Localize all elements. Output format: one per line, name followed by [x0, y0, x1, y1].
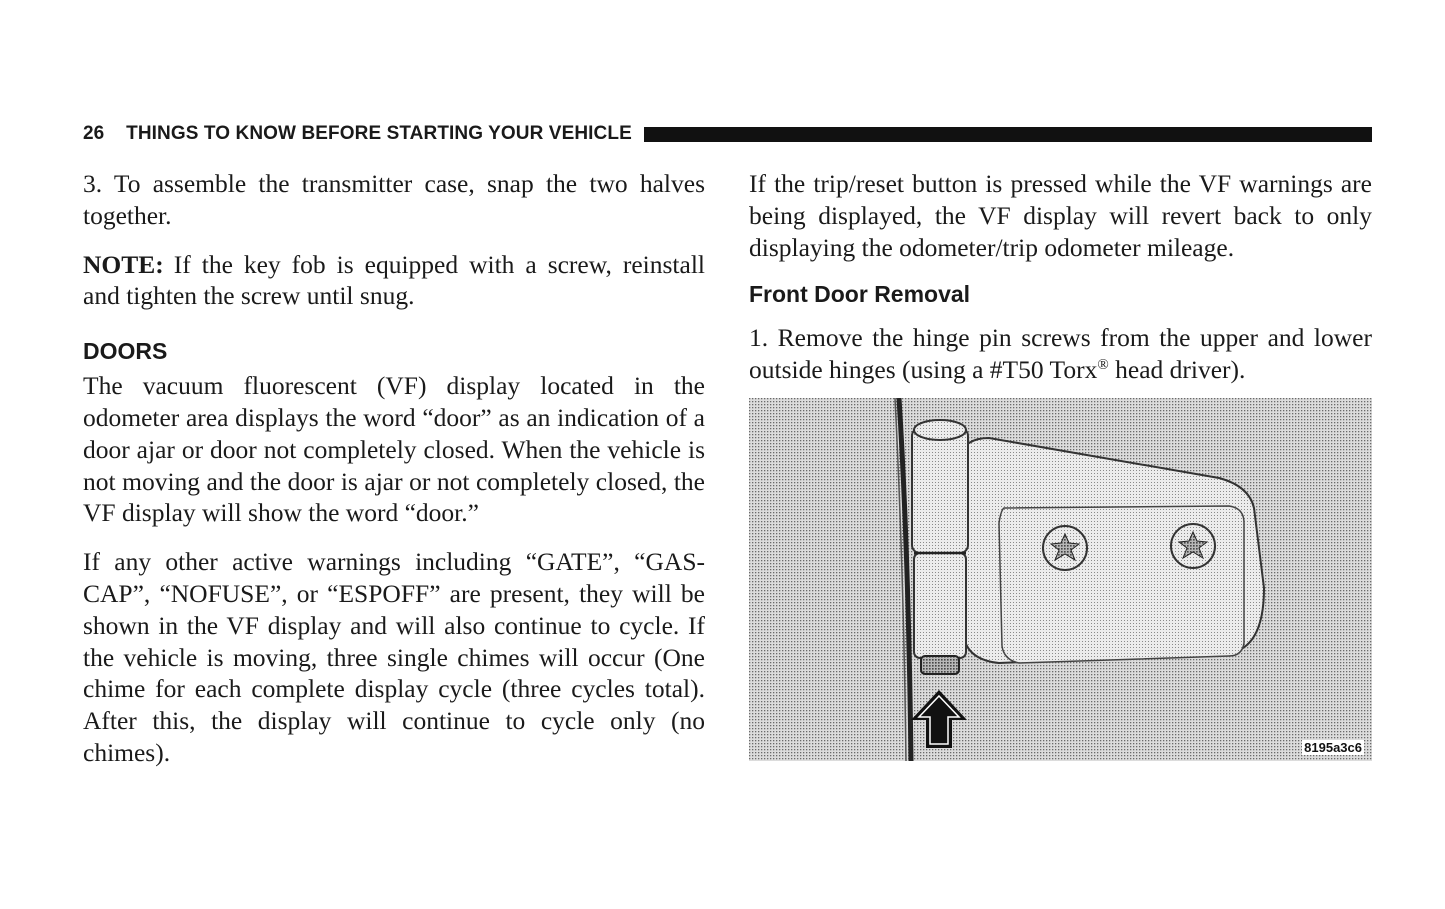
note-text: If the key fob is equipped with a screw, reinstall and tighten the screw until snug. — [83, 249, 705, 311]
page-header — [83, 122, 1372, 146]
step-3-paragraph: 3. To assemble the transmitter case, snap the two halves together. — [83, 169, 705, 230]
figure-code: 8195a3c6 — [1304, 740, 1362, 755]
page-number: 26 — [83, 123, 105, 144]
section-title: THINGS TO KNOW BEFORE STARTING YOUR VEHICLE — [126, 123, 632, 144]
doors-heading: DOORS — [83, 338, 168, 365]
left-column — [83, 168, 705, 786]
step-1-text: 1. Remove the hinge pin screws from the upper and lower outside hinges (using a #T50 Torx — [749, 323, 1372, 385]
header-rule — [644, 127, 1372, 142]
registered-mark: ® — [1097, 357, 1109, 374]
front-door-removal-heading: Front Door Removal — [749, 281, 971, 308]
note-label: NOTE: — [83, 249, 164, 279]
removal-step-1 — [749, 322, 1372, 386]
hinge-illustration — [749, 398, 1372, 761]
right-column — [749, 168, 1372, 403]
note-paragraph — [83, 249, 705, 313]
hinge-drawing — [749, 398, 1372, 761]
step-1-text-end: head driver). — [1108, 355, 1246, 385]
trip-reset-paragraph: If the trip/reset button is pressed while the VF warnings are being displayed, the VF display will revert back to only displaying the odometer/trip odometer mileage. — [749, 169, 1372, 262]
doors-paragraph-1: The vacuum fluorescent (VF) display located in the odometer area displays the word “door” as an indication of a door ajar or door not completely closed. When the vehicle is not moving and the door is ajar or not completely closed, the VF display will show the word “door.” — [83, 371, 705, 528]
doors-paragraph-2: If any other active warnings including “GATE”, “GAS-CAP”, “NOFUSE”, or “ESPOFF” are present, they will be shown in the VF display and will also continue to cycle. If the vehicle is moving, three single chimes will occur (One chime for each complete display cycle (three cycles total). After this, the display will continue to cycle only (no chimes). — [83, 547, 705, 767]
